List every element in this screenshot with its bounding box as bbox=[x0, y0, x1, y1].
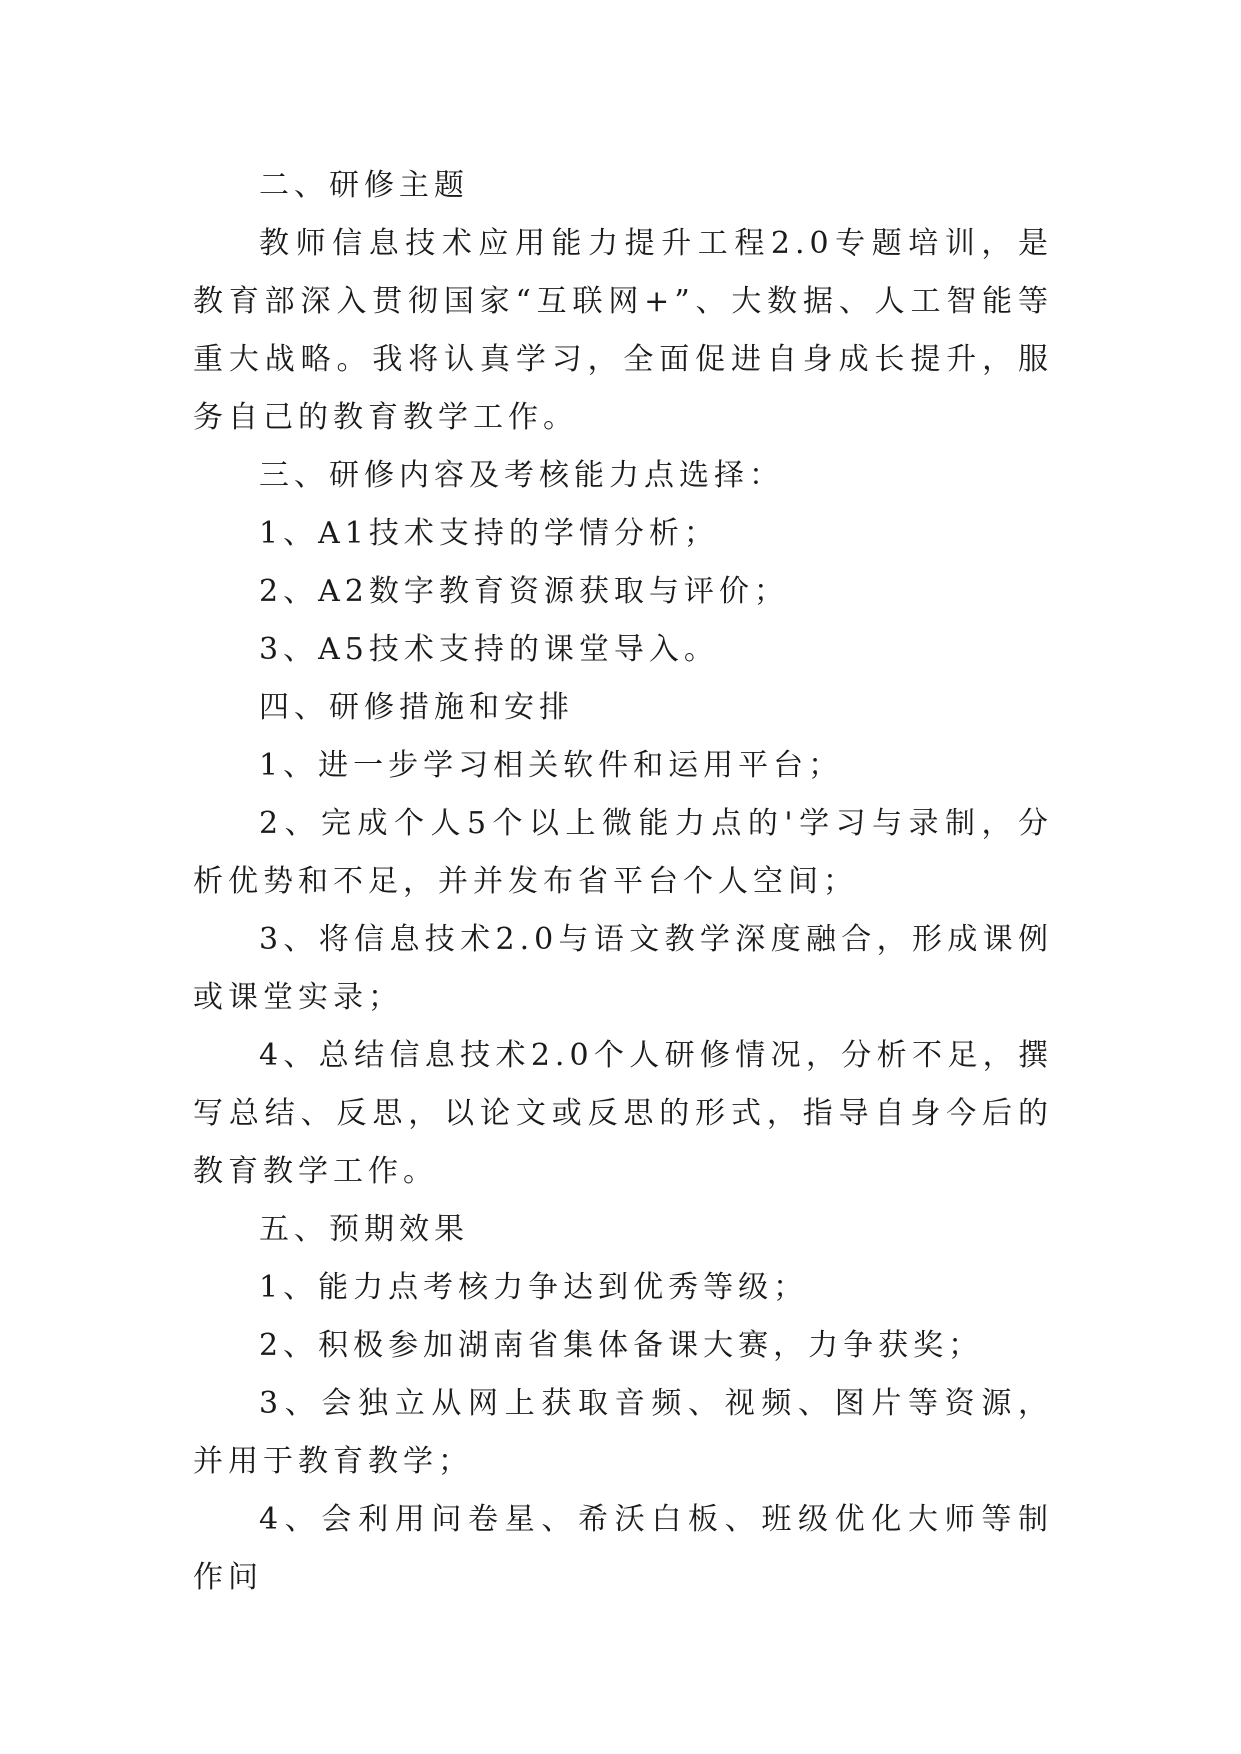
list-item-result-4: 4、会利用问卷星、希沃白板、班级优化大师等制作问 bbox=[193, 1502, 1053, 1595]
document-body bbox=[193, 157, 1053, 1607]
section-heading-research-content: 三、研修内容及考核能力点选择： bbox=[259, 458, 784, 493]
list-item-a5: 3、A5技术支持的课堂导入。 bbox=[259, 632, 719, 667]
paragraph-theme-description: 教师信息技术应用能力提升工程2.0专题培训，是教育部深入贯彻国家“互联网+”、大数据、人工智能等重大战略。我将认真学习，全面促进自身成长提升，服务自己的教育教学工作。 bbox=[193, 226, 1053, 435]
list-item-a1: 1、A1技术支持的学情分析； bbox=[259, 516, 719, 551]
list-item-result-1: 1、能力点考核力争达到优秀等级； bbox=[259, 1270, 809, 1305]
list-item-measure-3: 3、将信息技术2.0与语文教学深度融合，形成课例或课堂实录； bbox=[193, 922, 1053, 1015]
section-heading-expected-results: 五、预期效果 bbox=[259, 1212, 469, 1247]
list-item-measure-4: 4、总结信息技术2.0个人研修情况，分析不足，撰写总结、反思，以论文或反思的形式，指导自身今后的教育教学工作。 bbox=[193, 1038, 1053, 1189]
list-item-result-2: 2、积极参加湖南省集体备课大赛，力争获奖； bbox=[259, 1328, 984, 1363]
list-item-measure-1: 1、进一步学习相关软件和运用平台； bbox=[259, 748, 844, 783]
list-item-a2: 2、A2数字教育资源获取与评价； bbox=[259, 574, 789, 609]
list-item-result-3: 3、会独立从网上获取音频、视频、图片等资源，并用于教育教学； bbox=[193, 1386, 1053, 1479]
list-item-measure-2: 2、完成个人5个以上微能力点的'学习与录制，分析优势和不足，并并发布省平台个人空间； bbox=[193, 806, 1053, 899]
section-heading-research-theme: 二、研修主题 bbox=[259, 168, 469, 203]
section-heading-measures: 四、研修措施和安排 bbox=[259, 690, 574, 725]
